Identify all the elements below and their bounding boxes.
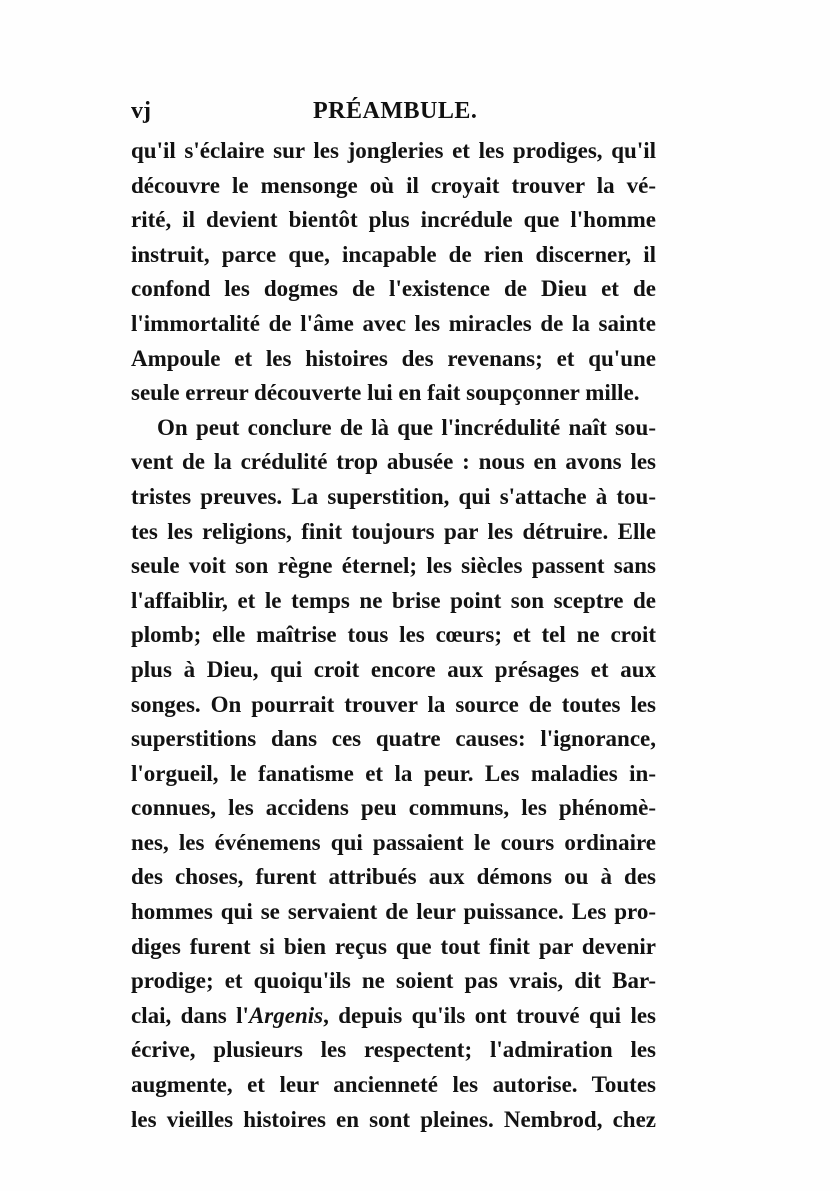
text-line: des choses, furent attribués aux démons ou à des bbox=[131, 864, 656, 890]
text-segment: , depuis qu'ils ont trouvé qui les bbox=[323, 1002, 656, 1028]
text-line: l'orgueil, le fanatisme et la peur. Les maladies in- bbox=[131, 760, 656, 786]
text-line: hommes qui se servaient de leur puissance. Les pro- bbox=[131, 899, 656, 925]
text-line bbox=[131, 999, 656, 1034]
text-line: connues, les accidens peu communs, les phénomè- bbox=[131, 795, 656, 821]
text-line: vent de la crédulité trop abusée : nous en avons les bbox=[131, 449, 656, 475]
text-line: seule erreur découverte lui en fait soupçonner mille. bbox=[131, 380, 640, 406]
text-line: tes les religions, finit toujours par les détruire. Elle bbox=[131, 518, 656, 544]
book-title-argenis: Argenis bbox=[248, 1002, 324, 1028]
text-line: l'immortalité de l'âme avec les miracles de la sainte bbox=[131, 310, 656, 336]
body-text bbox=[131, 134, 656, 1137]
text-line: confond les dogmes de l'existence de Dieu et de bbox=[131, 276, 656, 302]
text-line: nes, les événemens qui passaient le cours ordinaire bbox=[131, 829, 656, 855]
text-line: seule voit son règne éternel; les siècles passent sans bbox=[131, 553, 656, 579]
page-number: vj bbox=[131, 98, 151, 124]
running-title: PRÉAMBULE. bbox=[313, 98, 478, 124]
text-line: plomb; elle maîtrise tous les cœurs; et tel ne croit bbox=[131, 622, 656, 648]
text-line: les vieilles histoires en sont pleines. Nembrod, chez bbox=[131, 1106, 656, 1132]
text-line: découvre le mensonge où il croyait trouver la vé- bbox=[131, 172, 656, 198]
text-line: diges furent si bien reçus que tout finit par devenir bbox=[131, 933, 656, 959]
text-line: tristes preuves. La superstition, qui s'attache à tou- bbox=[131, 483, 656, 509]
text-line: On peut conclure de là que l'incrédulité naît sou- bbox=[157, 414, 656, 440]
text-line: rité, il devient bientôt plus incrédule que l'homme bbox=[131, 207, 656, 233]
text-line: instruit, parce que, incapable de rien discerner, il bbox=[131, 241, 656, 267]
text-line: écrive, plusieurs les respectent; l'admiration les bbox=[131, 1037, 656, 1063]
running-header bbox=[131, 92, 656, 130]
text-line: l'affaiblir, et le temps ne brise point son sceptre de bbox=[131, 587, 656, 613]
text-line: plus à Dieu, qui croit encore aux présages et aux bbox=[131, 656, 656, 682]
text-line: Ampoule et les histoires des revenans; et qu'une bbox=[131, 345, 656, 371]
text-line: prodige; et quoiqu'ils ne soient pas vrais, dit Bar- bbox=[131, 968, 656, 994]
paragraph-1 bbox=[131, 134, 656, 411]
text-segment: clai, dans l' bbox=[131, 1002, 249, 1028]
text-line: qu'il s'éclaire sur les jongleries et les prodiges, qu'il bbox=[131, 138, 656, 163]
text-line: augmente, et leur ancienneté les autorise. Toutes bbox=[131, 1072, 656, 1098]
paragraph-2 bbox=[131, 411, 656, 1137]
text-line: superstitions dans ces quatre causes: l'ignorance, bbox=[131, 726, 656, 752]
text-line: songes. On pourrait trouver la source de toutes les bbox=[131, 691, 656, 717]
